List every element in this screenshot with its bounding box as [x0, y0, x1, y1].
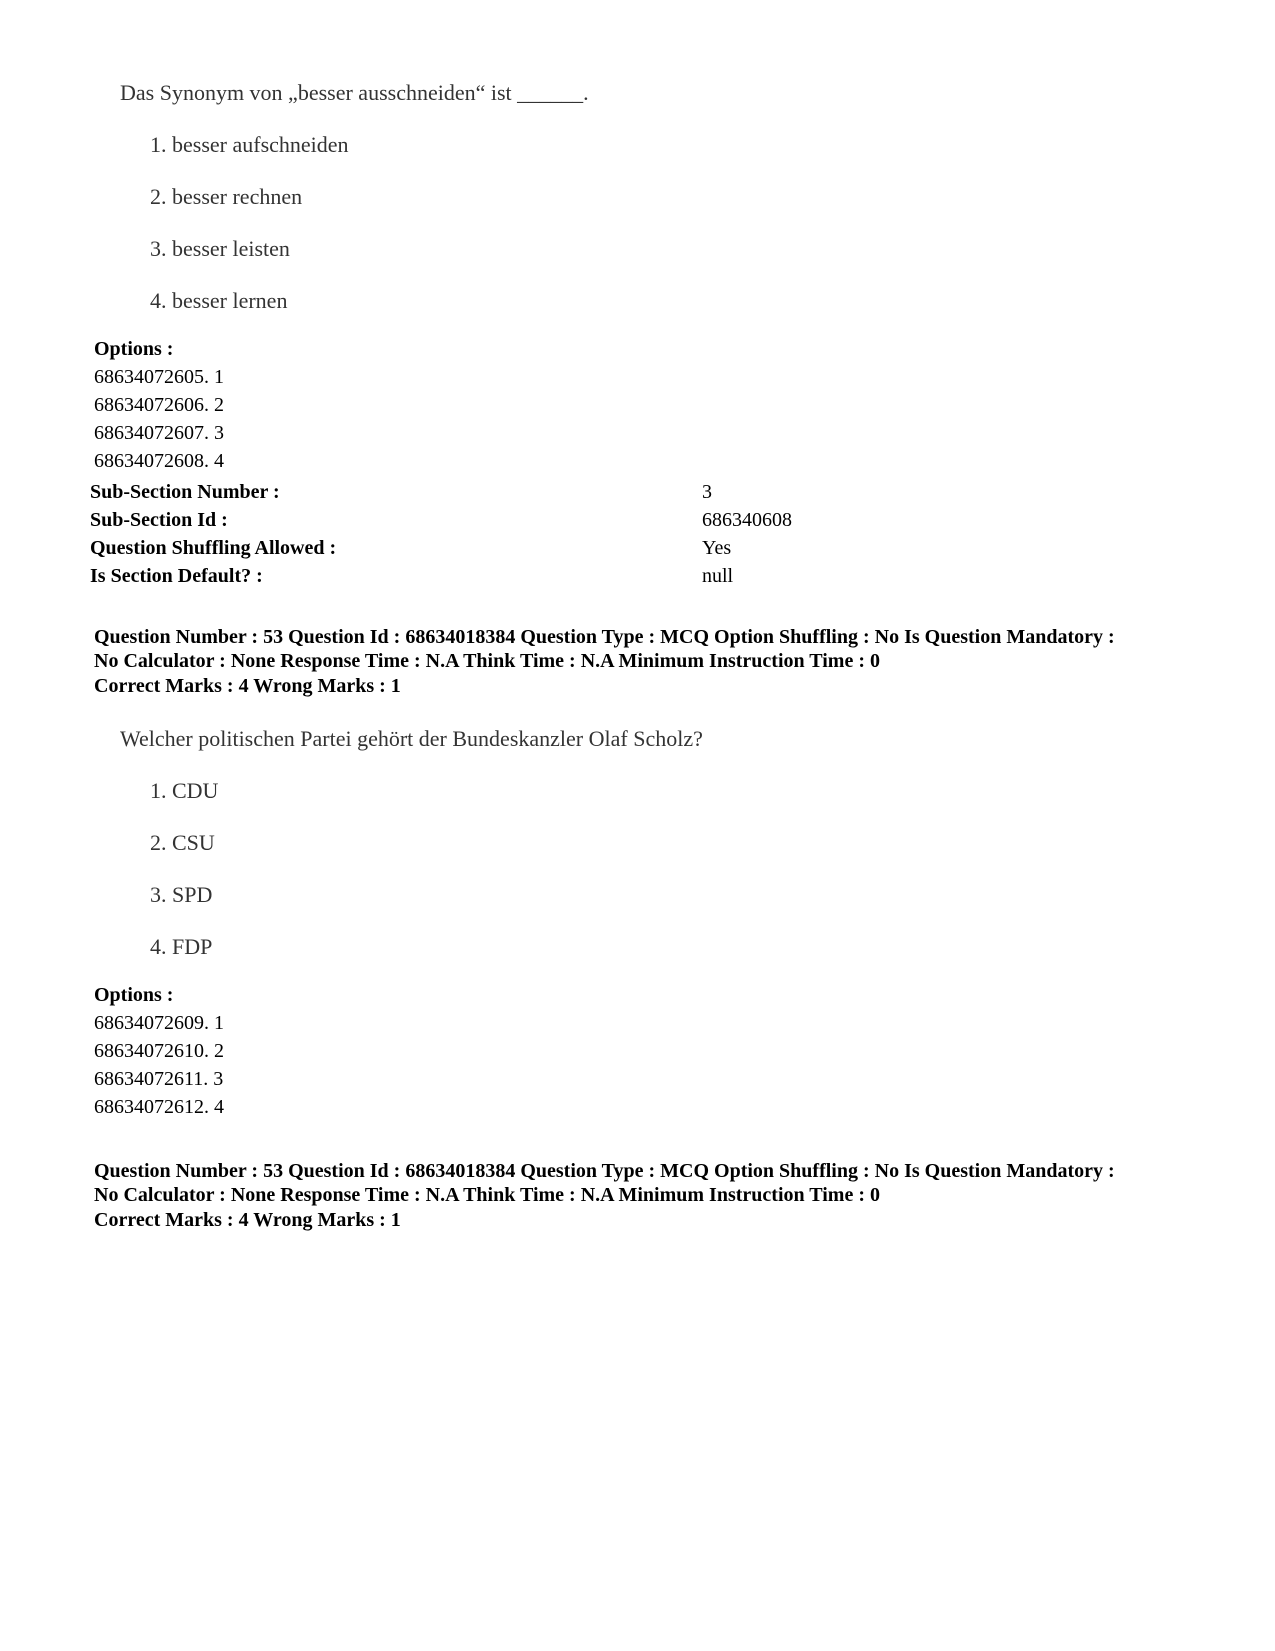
option-row: 68634072612. 4 [94, 1096, 224, 1118]
option-row: 68634072610. 2 [94, 1040, 224, 1062]
subsection-key: Is Section Default? : [90, 565, 263, 587]
choice-item: 1. CDU [150, 778, 219, 803]
question-header [94, 625, 1204, 673]
choice-item: 2. besser rechnen [150, 184, 303, 209]
options-label: Options : [94, 338, 174, 360]
subsection-row [90, 537, 1190, 566]
question-header-line: No Calculator : None Response Time : N.A Think Time : N.A Minimum Instruction Time : 0 [94, 1184, 880, 1206]
choice-item: 4. besser lernen [150, 288, 288, 313]
question-marks: Correct Marks : 4 Wrong Marks : 1 [94, 1209, 401, 1231]
subsection-value: null [702, 565, 734, 587]
option-row: 68634072611. 3 [94, 1068, 224, 1090]
question-prompt [120, 80, 589, 106]
choice-item: 3. besser leisten [150, 236, 290, 261]
question-header-line: No Calculator : None Response Time : N.A Think Time : N.A Minimum Instruction Time : 0 [94, 650, 880, 672]
subsection-key: Question Shuffling Allowed : [90, 537, 337, 559]
options-label: Options : [94, 984, 174, 1006]
prompt-text: Das Synonym von „besser ausschneiden“ ist [120, 80, 512, 105]
subsection-row [90, 509, 1190, 538]
subsection-row [90, 481, 1190, 510]
choice-item: 2. CSU [150, 830, 215, 855]
subsection-row [90, 565, 1190, 594]
subsection-value: 3 [702, 481, 712, 503]
option-row: 68634072608. 4 [94, 450, 224, 472]
subsection-key: Sub-Section Number : [90, 481, 280, 503]
question-header-line: Question Number : 53 Question Id : 68634018384 Question Type : MCQ Option Shuffling : No Is Question Mandatory : [94, 626, 1115, 648]
subsection-value: Yes [702, 537, 732, 559]
question-header-line: Question Number : 53 Question Id : 68634018384 Question Type : MCQ Option Shuffling : No Is Question Mandatory : [94, 1160, 1115, 1182]
subsection-value: 686340608 [702, 509, 792, 531]
option-row: 68634072606. 2 [94, 394, 224, 416]
question-header [94, 1159, 1204, 1207]
choice-item: 1. besser aufschneiden [150, 132, 349, 157]
question-prompt: Welcher politischen Partei gehört der Bundeskanzler Olaf Scholz? [120, 726, 703, 751]
subsection-key: Sub-Section Id : [90, 509, 228, 531]
option-row: 68634072609. 1 [94, 1012, 224, 1034]
option-row: 68634072607. 3 [94, 422, 224, 444]
prompt-blank: ______. [517, 80, 589, 105]
question-marks: Correct Marks : 4 Wrong Marks : 1 [94, 675, 401, 697]
choice-item: 4. FDP [150, 934, 213, 959]
option-row: 68634072605. 1 [94, 366, 224, 388]
choice-item: 3. SPD [150, 882, 213, 907]
